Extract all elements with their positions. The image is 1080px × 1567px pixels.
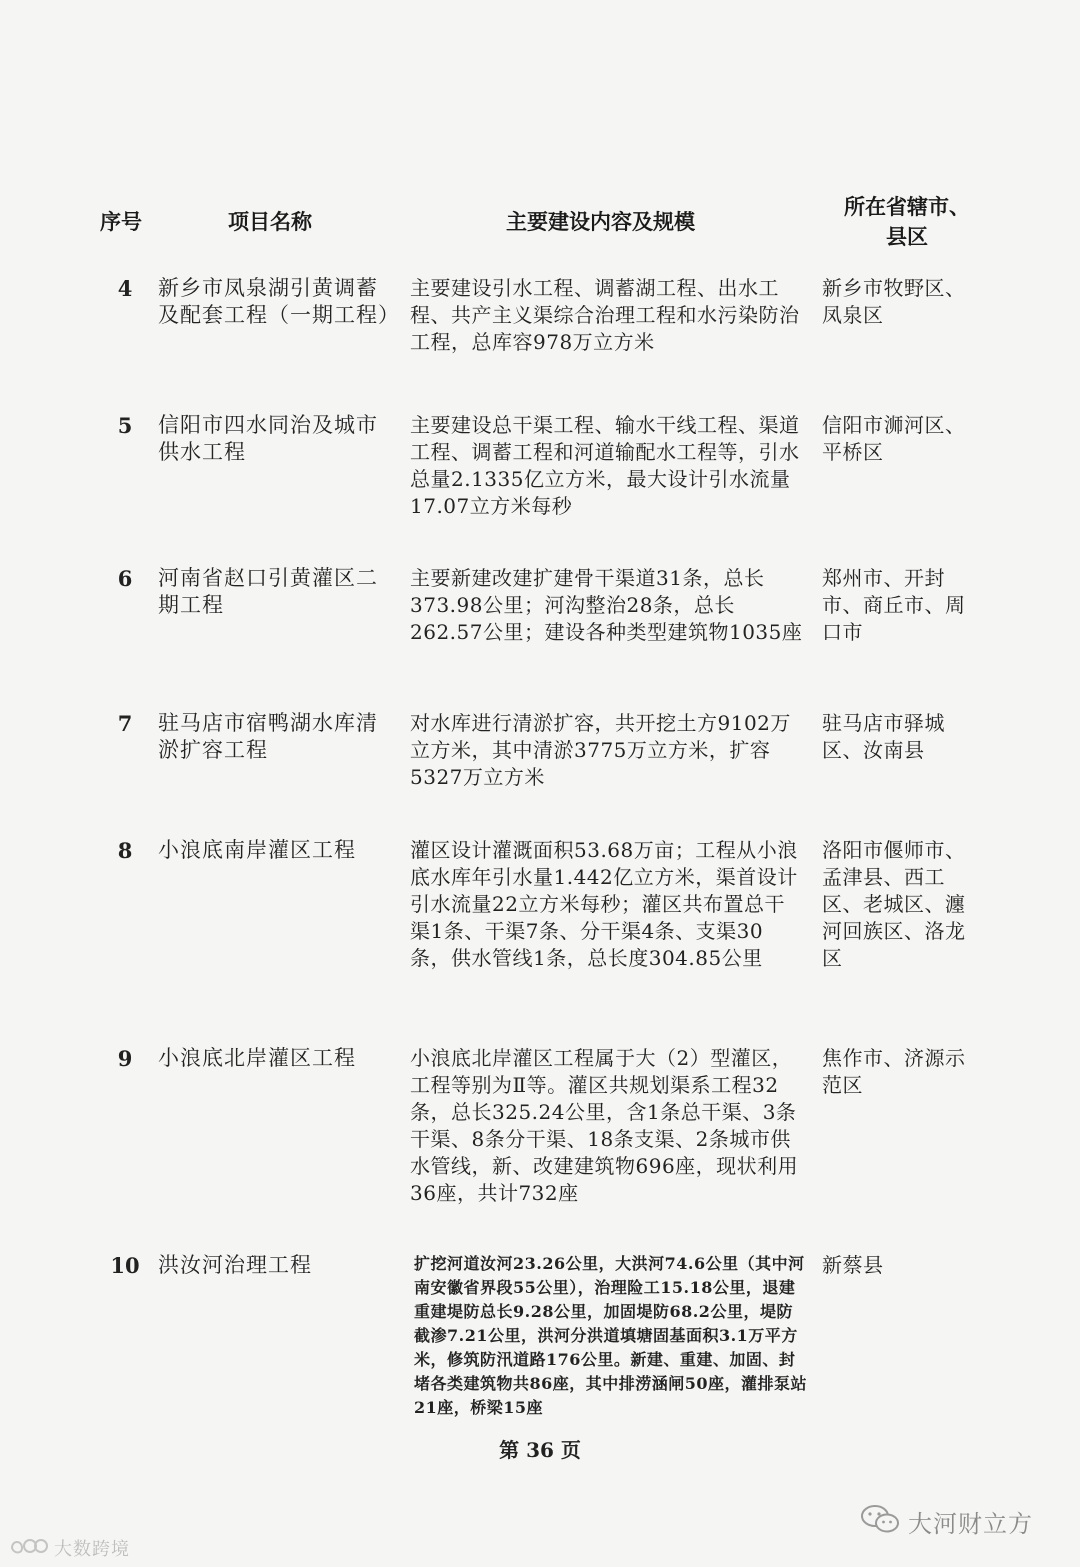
row-location: 信阳市浉河区、平桥区 [822, 413, 966, 464]
row-project-name: 洪汝河治理工程 [158, 1253, 312, 1277]
row-project-name: 新乡市凤泉湖引黄调蓄及配套工程（一期工程） [158, 276, 400, 327]
logo-icon [8, 1534, 48, 1562]
row-no: 4 [117, 276, 133, 301]
watermark-right-text: 大河财立方 [908, 1509, 1033, 1538]
watermark-left [8, 1534, 130, 1562]
row-no: 9 [117, 1046, 133, 1071]
row-no: 10 [110, 1253, 140, 1278]
row-location: 驻马店市驿城区、汝南县 [822, 711, 945, 762]
header-location: 所在省辖市、县区 [844, 195, 970, 249]
row-location: 新乡市牧野区、凤泉区 [822, 276, 966, 327]
row-content: 主要建设引水工程、调蓄湖工程、出水工程、共产主义渠综合治理工程和水污染防治工程，总库容978万立方米 [410, 276, 800, 354]
page-number: 第 36 页 [499, 1438, 581, 1462]
row-project-name: 信阳市四水同治及城市供水工程 [158, 413, 378, 464]
row-project-name: 小浪底北岸灌区工程 [158, 1046, 356, 1070]
row-content: 扩挖河道汝河23.26公里，大洪河74.6公里（其中河南安徽省界段55公里），治理险工15.18公里，退建重建堤防总长9.28公里，加固堤防68.2公里，堤防截渗7.21公里，洪河分洪道填塘固基面积3.1万平方米，修筑防汛道路176公里。新建、重建、加固、封堵各类建筑物共86座，其中排涝涵闸50座，灌排泵站21座，桥梁15座 [414, 1254, 808, 1417]
row-no: 8 [117, 838, 133, 863]
row-location: 焦作市、济源示范区 [822, 1046, 966, 1097]
row-project-name: 河南省赵口引黄灌区二期工程 [158, 566, 378, 617]
row-content: 主要建设总干渠工程、输水干线工程、渠道工程、调蓄工程和河道输配水工程等，引水总量2.1335亿立方米，最大设计引水流量17.07立方米每秒 [410, 413, 800, 518]
header-project-name: 项目名称 [228, 210, 312, 234]
row-content: 灌区设计灌溉面积53.68万亩；工程从小浪底水库年引水量1.442亿立方米，渠首设计引水流量22立方米每秒；灌区共布置总干渠1条、干渠7条、分干渠4条、支渠30条，供水管线1条，总长度304.85公里 [410, 838, 798, 970]
row-project-name: 驻马店市宿鸭湖水库清淤扩容工程 [158, 711, 378, 762]
row-no: 5 [117, 413, 133, 438]
row-project-name: 小浪底南岸灌区工程 [158, 838, 356, 862]
row-content: 小浪底北岸灌区工程属于大（2）型灌区，工程等别为Ⅱ等。灌区共规划渠系工程32条，总长325.24公里，含1条总干渠、3条干渠、8条分干渠、18条支渠、2条城市供水管线，新、改建建筑物696座，现状利用36座，共计732座 [410, 1046, 799, 1205]
header-content: 主要建设内容及规模 [506, 210, 695, 234]
row-location: 新蔡县 [822, 1253, 884, 1277]
row-no: 7 [117, 711, 133, 736]
watermark-right [860, 1503, 1033, 1539]
row-content: 主要新建改建扩建骨干渠道31条，总长373.98公里；河沟整治28条，总长262.57公里；建设各种类型建筑物1035座 [410, 566, 803, 644]
header-no: 序号 [100, 210, 142, 234]
watermark-left-text: 大数跨境 [54, 1539, 130, 1560]
wechat-icon [860, 1503, 900, 1539]
row-content: 对水库进行清淤扩容，共开挖土方9102万立方米，其中清淤3775万立方米，扩容5327万立方米 [410, 711, 791, 789]
row-no: 6 [117, 566, 133, 591]
row-location: 郑州市、开封市、商丘市、周口市 [822, 566, 966, 644]
row-location: 洛阳市偃师市、孟津县、西工区、老城区、瀍河回族区、洛龙区 [822, 838, 966, 970]
